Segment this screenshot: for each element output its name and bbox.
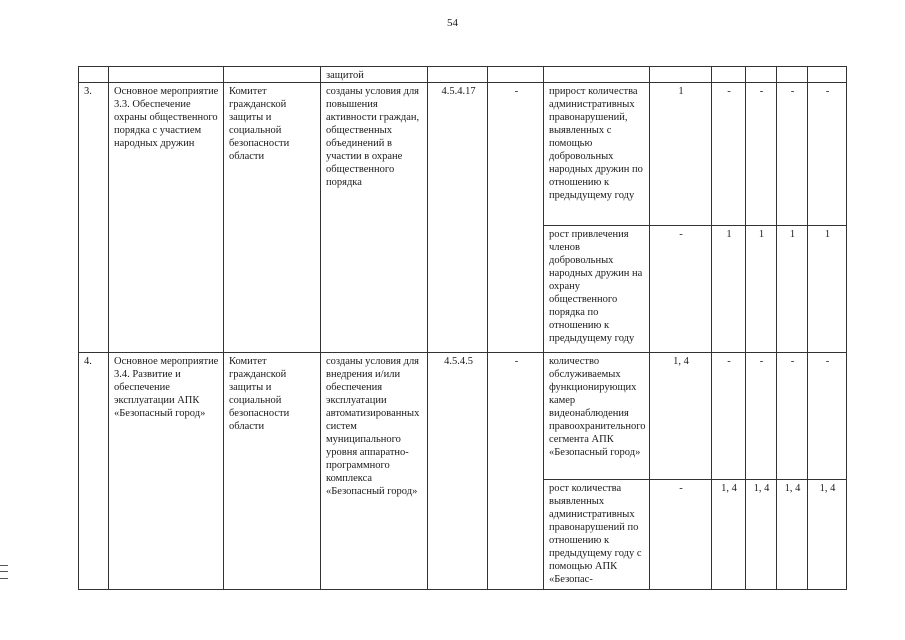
cell xyxy=(711,67,745,83)
indicator-value: 1 xyxy=(776,226,807,353)
activity-name: Основное мероприятие 3.3. Обеспечение охраны общественного порядка с участием народных дружин xyxy=(109,83,224,353)
indicator-value: 1 xyxy=(649,83,711,226)
indicator-text: рост привлечения членов добровольных народных дружин на охрану общественного порядка по отношению к предыдущему году xyxy=(544,226,650,353)
indicator-value: - xyxy=(745,83,776,226)
table-row xyxy=(79,353,847,480)
indicator-value: 1, 4 xyxy=(807,480,846,590)
binding-margin-mark xyxy=(0,565,8,579)
indicator-value: - xyxy=(807,83,846,226)
expected-result: созданы условия для внедрения и/или обеспечения эксплуатации автоматизированных систем муниципального уровня аппаратно-программного комплекса «Безопасный город» xyxy=(321,353,428,590)
indicator-value: - xyxy=(649,226,711,353)
indicator-value: - xyxy=(807,353,846,480)
indicator-value: 1 xyxy=(711,226,745,353)
cell xyxy=(745,67,776,83)
indicator-value: 1 xyxy=(745,226,776,353)
expected-result: созданы условия для повышения активности граждан, общественных объединений в участии в охране общественного порядка xyxy=(321,83,428,353)
executor: Комитет гражданской защиты и социальной безопасности области xyxy=(224,83,321,353)
cell xyxy=(428,67,488,83)
indicator-value: - xyxy=(776,353,807,480)
indicator-value: - xyxy=(711,83,745,226)
indicator-value: - xyxy=(649,480,711,590)
row-number: 4. xyxy=(79,353,109,590)
page-number: 54 xyxy=(447,17,458,29)
table-row xyxy=(79,83,847,226)
indicator-text: количество обслуживаемых функционирующих камер видеонаблюдения правоохранительного сегмента АПК «Безопасный город» xyxy=(544,353,650,480)
cell xyxy=(79,67,109,83)
continuation-row xyxy=(79,67,847,83)
indicator-text: прирост количества административных правонарушений, выявленных с помощью добровольных народных дружин по отношению к предыдущему году xyxy=(544,83,650,226)
program-table xyxy=(78,66,847,590)
result-cell: защитой xyxy=(321,67,428,83)
indicator-value: 1, 4 xyxy=(745,480,776,590)
cell xyxy=(544,67,650,83)
cell xyxy=(776,67,807,83)
cell xyxy=(807,67,846,83)
row-number: 3. xyxy=(79,83,109,353)
executor: Комитет гражданской защиты и социальной безопасности области xyxy=(224,353,321,590)
dash: - xyxy=(488,353,544,590)
indicator-value: 1, 4 xyxy=(776,480,807,590)
cell xyxy=(224,67,321,83)
dash: - xyxy=(488,83,544,353)
indicator-value: 1, 4 xyxy=(711,480,745,590)
indicator-value: - xyxy=(711,353,745,480)
indicator-value: 1 xyxy=(807,226,846,353)
indicator-value: 1, 4 xyxy=(649,353,711,480)
indicator-value: - xyxy=(776,83,807,226)
indicator-text: рост количества выявленных административных правонарушений по отношению к предыдущему году с помощью АПК «Безопас- xyxy=(544,480,650,590)
indicator-value: - xyxy=(745,353,776,480)
activity-name: Основное мероприятие 3.4. Развитие и обеспечение эксплуатации АПК «Безопасный город» xyxy=(109,353,224,590)
cell xyxy=(109,67,224,83)
cell xyxy=(488,67,544,83)
code: 4.5.4.17 xyxy=(428,83,488,353)
cell xyxy=(649,67,711,83)
code: 4.5.4.5 xyxy=(428,353,488,590)
